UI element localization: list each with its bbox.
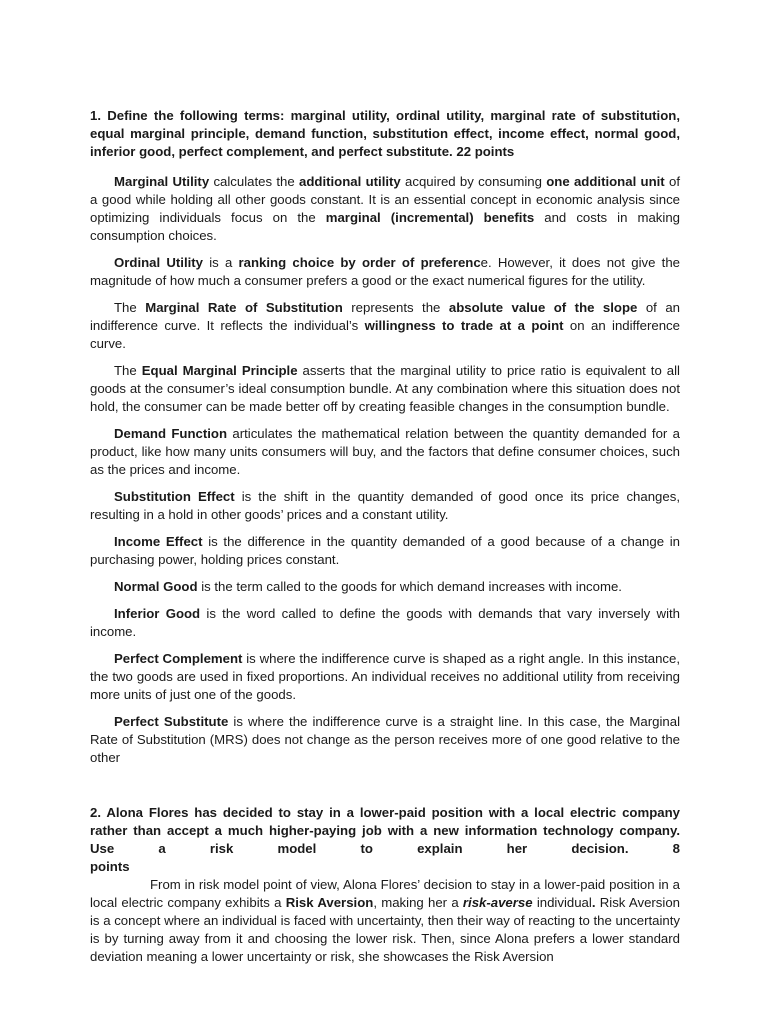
definition-text: articulates the mathematical relation between the quantity demanded for a product, like how many units consumers will buy, and the factors that define consumer choices, such as the prices and income.	[90, 426, 680, 477]
definition-text: is where the indifference curve is shaped as a right angle. In this instance, the two goods are used in fixed proportions. An individual receives no additional utility from receiving more units of just one of the goods.	[90, 651, 680, 702]
definition-text: is a	[203, 255, 239, 270]
definition-text: asserts that the marginal utility to price ratio is equivalent to all goods at the consumer’s ideal consumption bundle. At any combination where this situation does not hold, the consumer can be made better off by creating feasible changes in the consumption bundle.	[90, 363, 680, 414]
answer-text: From in risk model point of view, Alona Flores’ decision to stay in a lower-paid position in a local electric company exhibits a	[90, 877, 680, 910]
definition-text: represents the	[342, 300, 449, 315]
definition-text: is the word called to define the goods with demands that vary inversely with income.	[90, 606, 680, 639]
definition-emphasis: marginal (incremental) benefits	[325, 210, 535, 225]
term-equal-marginal-principle: Equal Marginal Principle	[141, 363, 298, 378]
definition-perfect-substitute	[90, 713, 680, 767]
term-demand-function: Demand Function	[114, 426, 228, 441]
term-marginal-utility: Marginal Utility	[114, 174, 210, 189]
definition-text: of a good while holding all other goods constant. It is an essential concept in economic analysis since optimizing individuals focus on the	[90, 174, 680, 225]
term-normal-good: Normal Good	[114, 579, 198, 594]
term-ordinal-utility: Ordinal Utility	[114, 255, 204, 270]
question-1-heading: 1. Define the following terms: marginal utility, ordinal utility, marginal rate of substitution, equal marginal principle, demand function, substitution effect, income effect, normal good, inferior good, perfect complement, and perfect substitute. 22 points	[90, 108, 680, 159]
definition-text: e. However, it does not give the magnitude of how much a consumer prefers a good or the exact numerical figures for the utility.	[90, 255, 680, 288]
definition-emphasis: ranking choice by order of preferenc	[238, 255, 481, 270]
definition-emphasis: one additional unit	[546, 174, 665, 189]
answer-text: Risk Aversion is a concept where an individual is faced with uncertainty, then their way of reacting to the uncertainty is by turning away from it and choosing the lower risk. Then, since Alona prefers a lower standard deviation meaning a lower uncertainty or risk, she showcases the Risk Aversion	[90, 895, 680, 964]
section-spacer	[90, 776, 680, 804]
definition-text: is the difference in the quantity demanded of a good because of a change in purchasing power, holding prices constant.	[90, 534, 680, 567]
definition-ordinal-utility	[90, 254, 680, 290]
definition-text: The	[114, 363, 142, 378]
definition-emphasis: additional utility	[299, 174, 401, 189]
definition-emphasis: willingness to trade at a point	[364, 318, 564, 333]
definition-marginal-rate-of-substitution	[90, 299, 680, 353]
term-perfect-substitute: Perfect Substitute	[114, 714, 229, 729]
definition-emphasis: absolute value of the slope	[448, 300, 638, 315]
answer-text: , making her a	[373, 895, 463, 910]
question-2-heading-instruction: Use a risk model to explain her decision. 8 points	[90, 841, 680, 874]
definition-income-effect	[90, 533, 680, 569]
question-2-heading	[90, 804, 680, 876]
definition-text: calculates the	[209, 174, 300, 189]
term-perfect-complement: Perfect Complement	[114, 651, 243, 666]
definition-text: is the shift in the quantity demanded of good once its price changes, resulting in a hold in other goods’ prices and a constant utility.	[90, 489, 680, 522]
definition-text: The	[114, 300, 146, 315]
definition-text: on an indifference curve.	[90, 318, 680, 351]
definition-demand-function	[90, 425, 680, 479]
term-marginal-rate-of-substitution: Marginal Rate of Substitution	[145, 300, 343, 315]
definition-text: is the term called to the goods for which demand increases with income.	[197, 579, 622, 594]
answer-emphasis: Risk Aversion	[285, 895, 374, 910]
definition-text: acquired by consuming	[400, 174, 547, 189]
term-substitution-effect: Substitution Effect	[114, 489, 235, 504]
question-2-heading-text: 2. Alona Flores has decided to stay in a lower-paid position with a local electric company rather than accept a much higher-paying job with a new information technology company.	[90, 805, 680, 838]
definition-substitution-effect	[90, 488, 680, 524]
term-income-effect: Income Effect	[114, 534, 203, 549]
answer-text: individual	[532, 895, 592, 910]
answer-emphasis-italic: risk-averse	[462, 895, 533, 910]
definition-text: and costs in making consumption choices.	[90, 210, 680, 243]
answer-emphasis: .	[591, 895, 596, 910]
definition-inferior-good	[90, 605, 680, 641]
definition-text: is where the indifference curve is a straight line. In this case, the Marginal Rate of Substitution (MRS) does not change as the person receives more of one good relative to the other	[90, 714, 680, 765]
definition-perfect-complement	[90, 650, 680, 704]
term-inferior-good: Inferior Good	[114, 606, 201, 621]
definition-text: of an indifference curve. It reflects the individual’s	[90, 300, 680, 333]
definition-normal-good	[90, 578, 680, 596]
definition-equal-marginal-principle	[90, 362, 680, 416]
definition-marginal-utility	[90, 173, 680, 245]
answer-2-body	[90, 876, 680, 966]
